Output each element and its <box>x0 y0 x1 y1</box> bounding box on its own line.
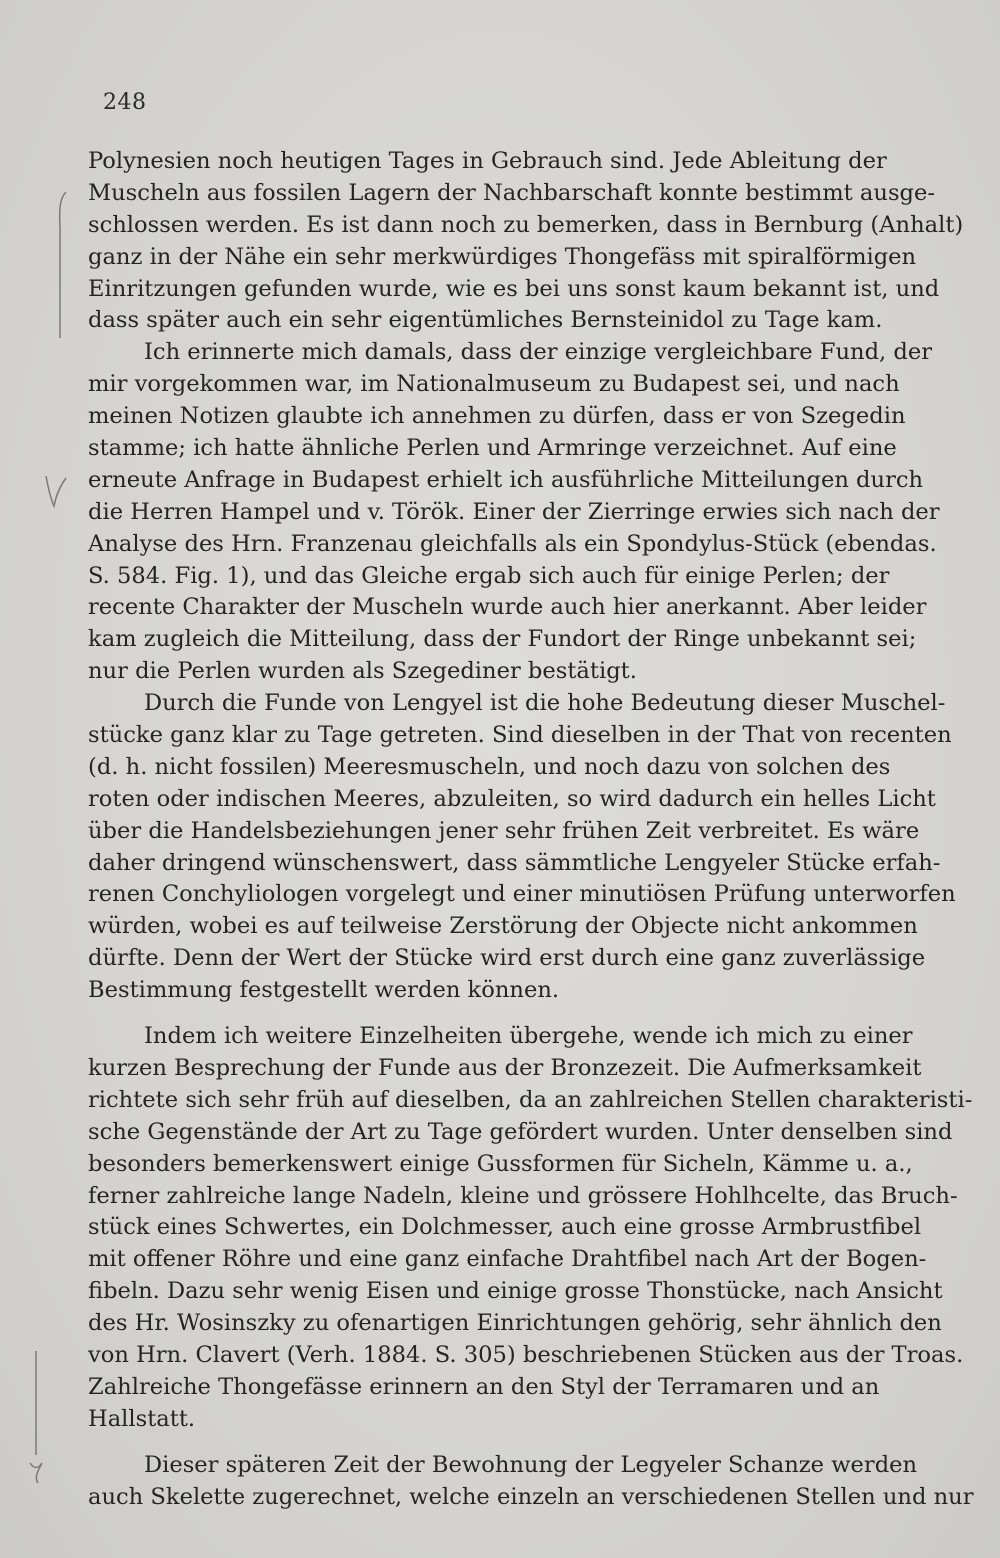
text-line: besonders bemerkenswert einige Gussformen für Sicheln, Kämme u. a., <box>88 1150 913 1177</box>
text-line: Hallstatt. <box>88 1405 196 1432</box>
paragraph <box>88 1021 973 1436</box>
text-line: S. 584. Fig. 1), und das Gleiche ergab sich auch für einige Perlen; der <box>88 562 890 589</box>
text-line: sche Gegenstände der Art zu Tage gefördert wurden. Unter denselben sind <box>88 1118 953 1145</box>
text-line: mit offener Röhre und eine ganz einfache Drahtfibel nach Art der Bogen- <box>88 1246 927 1273</box>
text-line: Bestimmung festgestellt werden können. <box>88 977 560 1004</box>
text-line: würden, wobei es auf teilweise Zerstörung der Objecte nicht ankommen <box>88 913 918 940</box>
text-line: dürfte. Denn der Wert der Stücke wird erst durch eine ganz zuverlässige <box>88 945 926 972</box>
text-line: Durch die Funde von Lengyel ist die hohe Bedeutung dieser Muschel- <box>144 690 946 717</box>
text-line: mir vorgekommen war, im Nationalmuseum zu Budapest sei, und nach <box>88 371 900 398</box>
margin-line-mark <box>22 1345 62 1485</box>
text-line: die Herren Hampel und v. Török. Einer der Zierringe erwies sich nach der <box>88 498 940 525</box>
text-line: nur die Perlen wurden als Szegediner bestätigt. <box>88 658 637 685</box>
text-line: schlossen werden. Es ist dann noch zu bemerken, dass in Bernburg (Anhalt) <box>88 211 964 238</box>
text-line: von Hrn. Clavert (Verh. 1884. S. 305) beschriebenen Stücken aus der Troas. <box>88 1341 964 1368</box>
text-line: Einritzungen gefunden wurde, wie es bei uns sonst kaum bekannt ist, und <box>88 275 940 302</box>
body-text <box>88 146 974 1513</box>
text-line: Analyse des Hrn. Franzenau gleichfalls als ein Spondylus-Stück (ebendas. <box>88 530 937 557</box>
text-line: stamme; ich hatte ähnliche Perlen und Armringe verzeichnet. Auf eine <box>88 435 897 462</box>
text-line: Polynesien noch heutigen Tages in Gebrauch sind. Jede Ableitung der <box>88 148 887 174</box>
text-line: Indem ich weitere Einzelheiten übergehe, wende ich mich zu einer <box>144 1023 913 1050</box>
text-line: erneute Anfrage in Budapest erhielt ich ausführliche Mitteilungen durch <box>88 466 924 493</box>
text-line: richtete sich sehr früh auf dieselben, da an zahlreichen Stellen charakteristi- <box>88 1086 973 1113</box>
text-line: Dieser späteren Zeit der Bewohnung der Legyeler Schanze werden <box>144 1451 918 1478</box>
text-line: dass später auch ein sehr eigentümliches Bernsteinidol zu Tage kam. <box>88 307 883 334</box>
text-line: (d. h. nicht fossilen) Meeresmuscheln, und noch dazu von solchen des <box>88 753 891 780</box>
text-line: kam zugleich die Mitteilung, dass der Fundort der Ringe unbekannt sei; <box>88 626 917 653</box>
text-line: ganz in der Nähe ein sehr merkwürdiges Thongefäss mit spiralförmigen <box>88 243 917 270</box>
text-line: stück eines Schwertes, ein Dolchmesser, auch eine grosse Armbrustfibel <box>88 1214 922 1241</box>
text-line: renen Conchyliologen vorgelegt und einer minutiösen Prüfung unterworfen <box>88 881 956 908</box>
paragraph <box>88 146 964 337</box>
text-line: Zahlreiche Thongefässe erinnern an den Styl der Terramaren und an <box>88 1373 880 1400</box>
text-line: fibeln. Dazu sehr wenig Eisen und einige grosse Thonstücke, nach Ansicht <box>88 1278 943 1305</box>
paragraph <box>88 688 956 1007</box>
paragraph <box>88 1450 974 1514</box>
text-line: auch Skelette zugerechnet, welche einzeln an verschiedenen Stellen und nur <box>88 1483 974 1510</box>
text-line: recente Charakter der Muscheln wurde auch hier anerkannt. Aber leider <box>88 594 927 621</box>
margin-check-mark <box>40 472 70 512</box>
text-line: roten oder indischen Meeres, abzuleiten, so wird dadurch ein helles Licht <box>88 785 936 812</box>
text-line: daher dringend wünschenswert, dass sämmtliche Lengyeler Stücke erfah- <box>88 849 941 876</box>
paragraph <box>88 337 940 688</box>
text-line: stücke ganz klar zu Tage getreten. Sind dieselben in der That von recenten <box>88 722 952 749</box>
text-line: meinen Notizen glaubte ich annehmen zu dürfen, dass er von Szegedin <box>88 403 906 430</box>
text-line: über die Handelsbeziehungen jener sehr frühen Zeit verbreitet. Es wäre <box>88 817 920 844</box>
text-line: des Hr. Wosinszky zu ofenartigen Einrichtungen gehörig, sehr ähnlich den <box>88 1310 942 1337</box>
text-line: Muscheln aus fossilen Lagern der Nachbarschaft konnte bestimmt ausge- <box>88 179 936 206</box>
margin-bracket-mark <box>52 188 72 348</box>
paragraph-gap <box>88 1007 878 1021</box>
page-number: 248 <box>103 90 147 115</box>
paragraph-gap <box>88 1436 878 1450</box>
text-line: ferner zahlreiche lange Nadeln, kleine und grössere Hohlhcelte, das Bruch- <box>88 1182 958 1209</box>
text-line: Ich erinnerte mich damals, dass der einzige vergleichbare Fund, der <box>144 339 933 366</box>
text-line: kurzen Besprechung der Funde aus der Bronzezeit. Die Aufmerksamkeit <box>88 1054 922 1081</box>
